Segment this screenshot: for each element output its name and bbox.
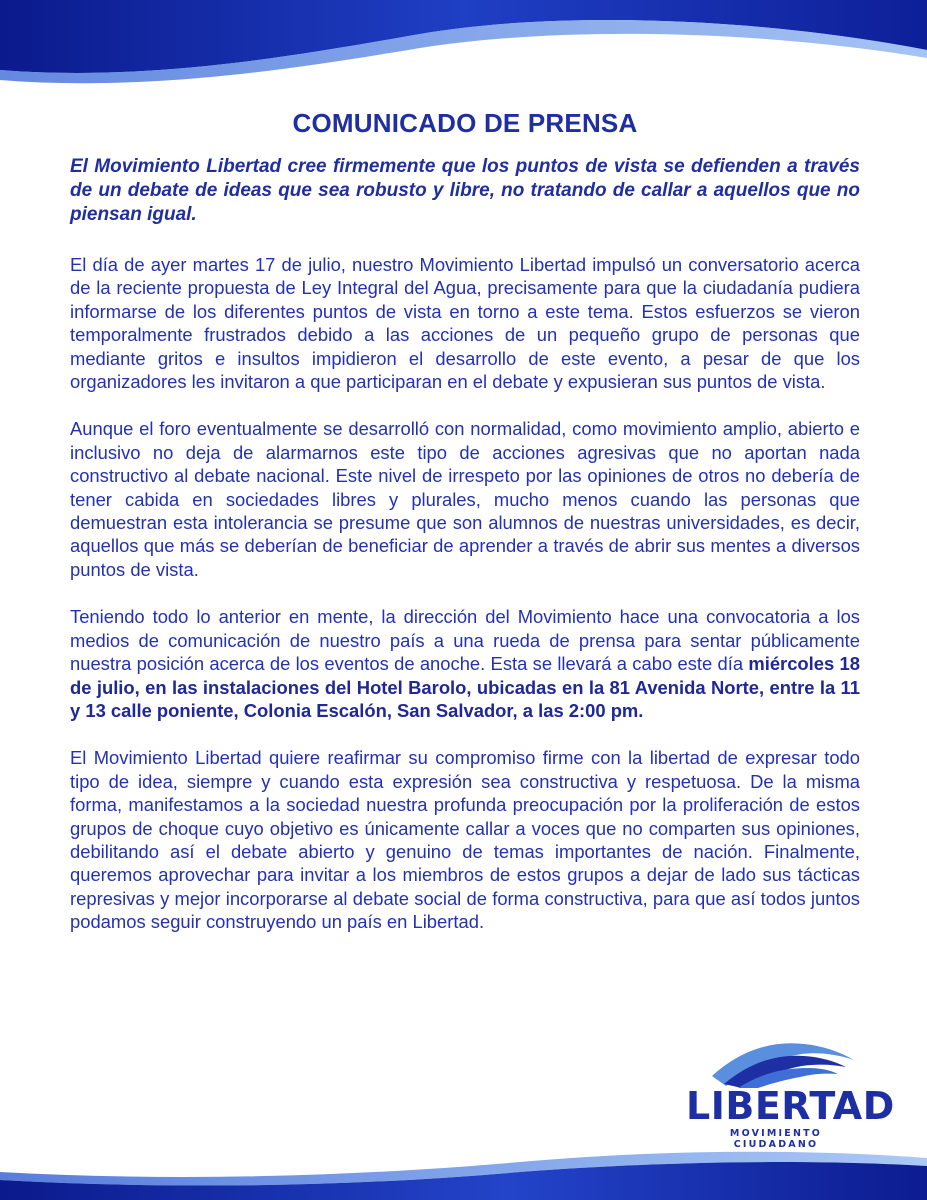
logo-subtitle: MOVIMIENTO CIUDADANO xyxy=(729,1128,823,1150)
paragraph-4: El Movimiento Libertad quiere reafirmar su compromiso firme con la libertad de expresar todo tipo de idea, siempre y cuando esta expresión sea constructiva y respetuosa. De la misma forma, manifestamos a la sociedad nuestra profunda preocupación por la proliferación de estos grupos de choque cuyo objetivo es únicamente callar a voces que no comparten sus opiniones, debilitando así el debate abierto y genuino de temas importantes de nación. Finalmente, queremos aprovechar para invitar a los miembros de estos grupos a dejar de lado sus tácticas represivas y mejor incorporarse al debate social de forma constructiva, para que así todos juntos podamos seguir construyendo un país en Libertad. xyxy=(70,747,860,933)
event-details: miércoles 18 de julio, en las instalaciones del Hotel Barolo, ubicadas en la 81 Avenida Norte, entre la 11 y 13 calle poniente, Colonia Escalón, San Salvador, a las 2:00 pm. xyxy=(70,653,860,721)
page-title: COMUNICADO DE PRENSA xyxy=(292,108,638,138)
paragraph-3-text: Teniendo todo lo anterior en mente, la dirección del Movimiento hace una convocatoria a los medios de comunicación de nuestro país a una rueda de prensa para sentar públicamente nuestra posición acerca de los eventos de anoche. Esta se llevará a cabo este día xyxy=(70,606,860,675)
paragraph-3 xyxy=(70,605,860,722)
logo-wordmark: LIBERTAD xyxy=(686,1084,895,1128)
top-wave-banner xyxy=(0,0,927,110)
bottom-wave-banner xyxy=(0,1110,927,1200)
paragraph-1: El día de ayer martes 17 de julio, nuestro Movimiento Libertad impulsó un conversatorio acerca de la reciente propuesta de Ley Integral del Agua, precisamente para que la ciudadanía pudiera informarse de los diferentes puntos de vista en torno a este tema. Estos esfuerzos se vieron temporalmente frustrados debido a las acciones de un pequeño grupo de personas que mediante gritos e insultos impidieron el desarrollo de este evento, a pesar de que los organizadores les invitaron a que participaran en el debate y expusieran sus puntos de vista. xyxy=(70,254,860,393)
wave-logo-icon xyxy=(708,1030,858,1088)
press-release-body xyxy=(70,108,860,958)
lead-statement: El Movimiento Libertad cree firmemente que los puntos de vista se defienden a través de un debate de ideas que sea robusto y libre, no tratando de callar a aquellos que no piensan igual. xyxy=(70,156,860,225)
paragraph-2: Aunque el foro eventualmente se desarrolló con normalidad, como movimiento amplio, abierto e inclusivo no deja de alarmarnos este tipo de acciones agresivas que no aportan nada constructivo al debate nacional. Este nivel de irrespeto por las opiniones de otros no debería de tener cabida en sociedades libres y plurales, mucho menos cuando las personas que demuestran esta intolerancia se presume que son alumnos de nuestras universidades, es decir, aquellos que más se deberían de beneficiar de aprender a través de abrir sus mentes a diversos puntos de vista. xyxy=(70,418,860,580)
